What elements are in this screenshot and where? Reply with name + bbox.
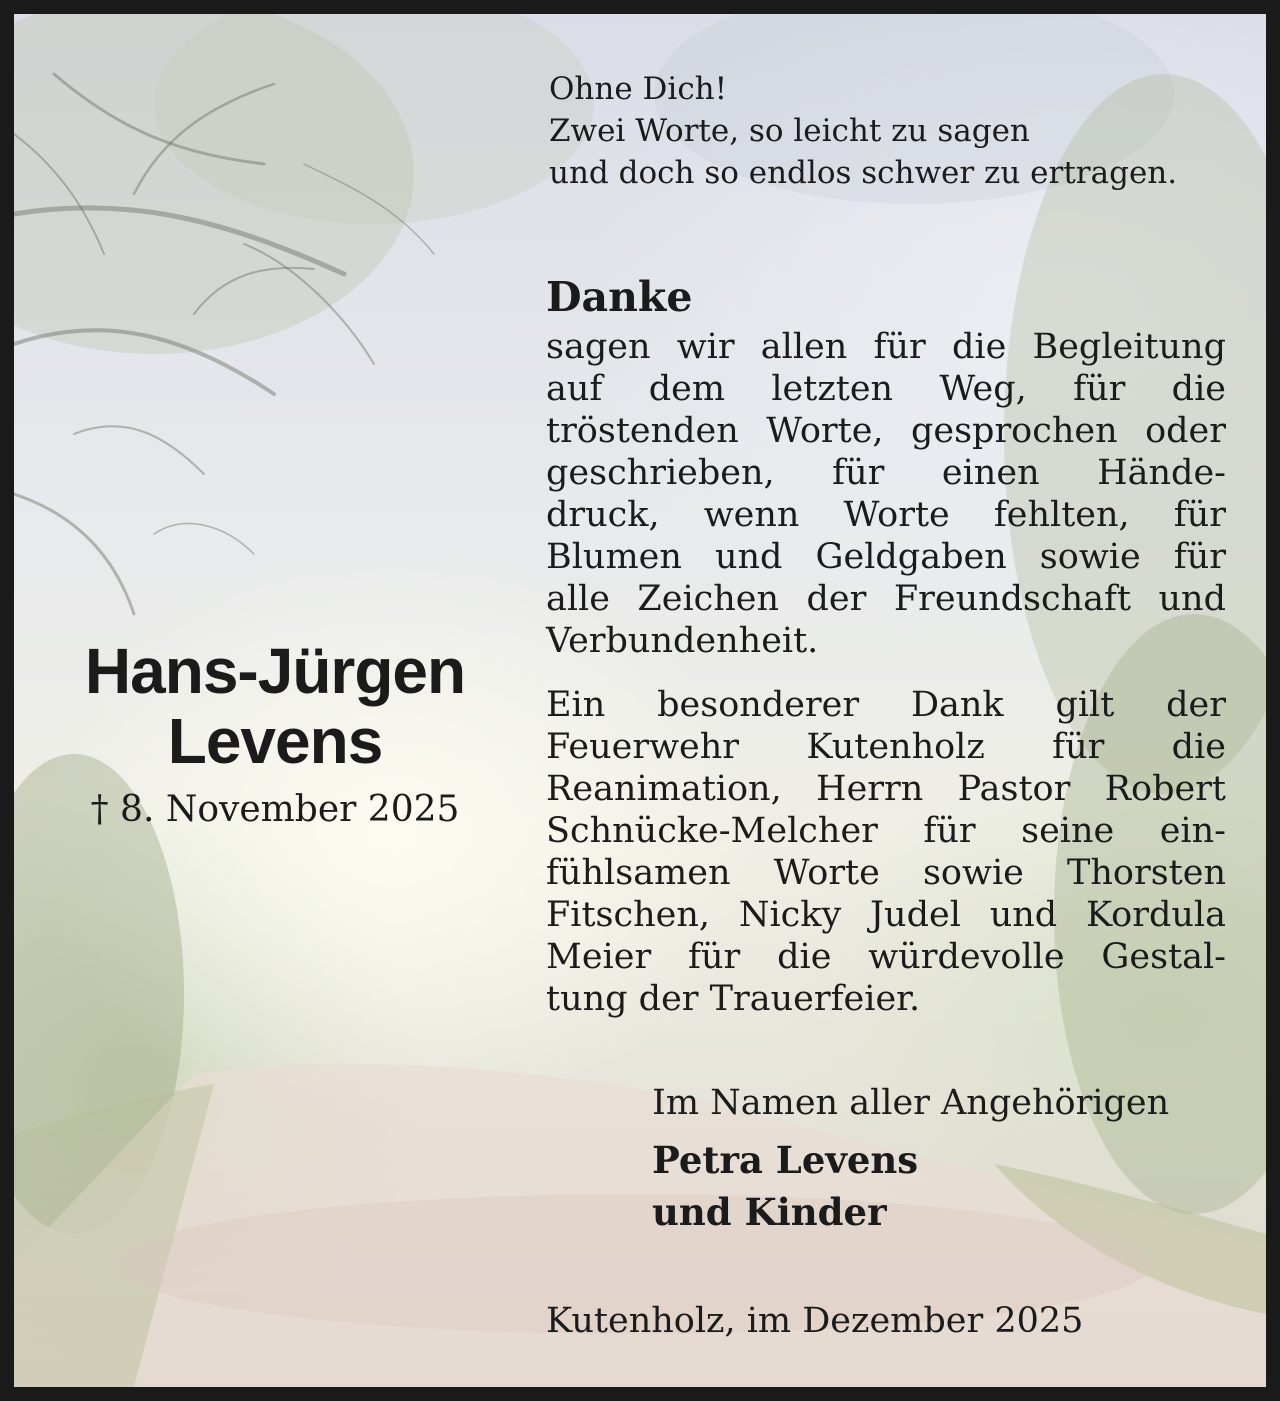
deceased-last-name: Levens	[167, 705, 383, 777]
thanks-paragraph-1	[546, 326, 1226, 662]
deceased-info	[40, 636, 510, 832]
signature	[652, 1080, 1232, 1238]
text-line: auf dem letzten Weg, für die	[546, 369, 1226, 409]
thanks-heading: Danke	[546, 273, 693, 321]
place-and-date: Kutenholz, im Dezember 2025	[546, 1301, 1084, 1341]
deceased-first-name: Hans-Jürgen	[84, 635, 466, 707]
on-behalf-line: Im Namen aller Angehörigen	[652, 1083, 1170, 1123]
verse-line: Ohne Dich!	[549, 71, 728, 107]
signature-name: Petra Levens	[652, 1138, 919, 1182]
obituary-card	[14, 14, 1266, 1387]
text-line: druck, wenn Worte fehlten, für	[546, 495, 1226, 535]
text-line: Verbundenheit.	[546, 621, 819, 661]
text-line: Fitschen, Nicky Judel und Kordula	[546, 895, 1226, 935]
text-line: fühlsamen Worte sowie Thorsten	[546, 853, 1226, 893]
verse-line: und doch so endlos schwer zu ertragen.	[549, 155, 1178, 191]
verse-line: Zwei Worte, so leicht zu sagen	[549, 113, 1030, 149]
text-line: sagen wir allen für die Begleitung	[546, 327, 1226, 367]
text-line: Reanimation, Herrn Pastor Robert	[546, 769, 1226, 809]
text-line: Ein besonderer Dank gilt der	[546, 685, 1226, 725]
text-line: tröstenden Worte, gesprochen oder	[546, 411, 1226, 451]
thanks-paragraph-2	[546, 684, 1226, 1020]
text-line: Feuerwehr Kutenholz für die	[546, 727, 1226, 767]
death-date: † 8. November 2025	[90, 789, 460, 830]
text-line: geschrieben, für einen Hände-	[546, 453, 1226, 493]
text-line: tung der Trauerfeier.	[546, 979, 921, 1019]
text-line: alle Zeichen der Freundschaft und	[546, 579, 1226, 619]
text-line: Blumen und Geldgaben sowie für	[546, 537, 1226, 577]
text-line: Meier für die würdevolle Gestal-	[546, 937, 1226, 977]
signature-name-continuation: und Kinder	[652, 1190, 887, 1234]
verse	[549, 68, 1239, 194]
text-line: Schnücke-Melcher für seine ein-	[546, 811, 1226, 851]
